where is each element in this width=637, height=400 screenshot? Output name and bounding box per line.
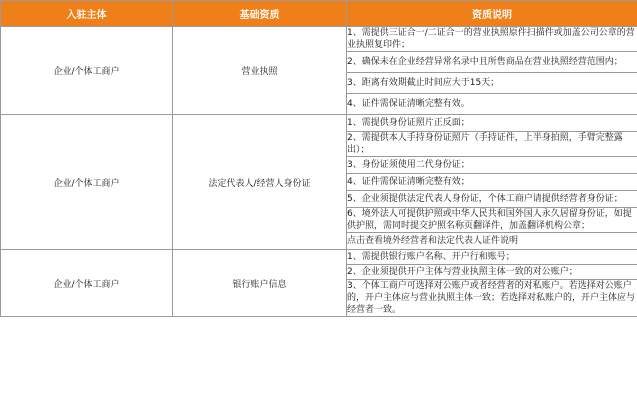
entity-cell: 企业/个体工商户: [1, 115, 173, 250]
qualification-cell: 银行账户信息: [173, 250, 347, 317]
detail-cell: 3、身份证须使用二代身份证；: [347, 157, 637, 174]
table-row: [1, 27, 637, 52]
detail-cell: 3、距离有效期截止时间应大于15天；: [347, 73, 637, 94]
header-row: [1, 1, 637, 27]
entity-cell: 企业/个体工商户: [1, 27, 173, 115]
detail-cell: 5、企业须提供法定代表人身份证，个体工商户请提供经营者身份证；: [347, 191, 637, 208]
detail-cell: 1、需提供身份证照片正反面；: [347, 115, 637, 132]
entity-cell: 企业/个体工商户: [1, 250, 173, 317]
qualification-cell: 营业执照: [173, 27, 347, 115]
detail-cell: 4、证件需保证清晰完整有效。: [347, 94, 637, 115]
header-qualification: 基础资质: [173, 1, 347, 27]
detail-cell: 2、需提供本人手持身份证照片（手持证件，上半身拍照，手臂完整露出）；: [347, 132, 637, 157]
detail-cell: 3、个体工商户可选择对公账户或者经营者的对私账户。若选择对公账户的，开户主体应与营业执照主体一致；若选择对私账户的，开户主体应与经营者一致。: [347, 280, 637, 317]
detail-cell: 6、境外法人可提供护照或中华人民共和国外国人永久居留身份证，如提供护照，需同时提交护照名称页翻译件，加盖翻译机构公章；: [347, 208, 637, 233]
header-description: 资质说明: [347, 1, 637, 27]
detail-cell: 2、确保未在企业经营异常名录中且所售商品在营业执照经营范围内；: [347, 52, 637, 73]
table-row: [1, 115, 637, 132]
detail-cell: 1、需提供三证合一/二证合一的营业执照原件扫描件或加盖公司公章的营业执照复印件；: [347, 27, 637, 52]
overseas-id-info-link[interactable]: 点击查看境外经营者和法定代表人证件说明: [347, 233, 637, 250]
qualification-cell: 法定代表人/经营人身份证: [173, 115, 347, 250]
header-entity: 入驻主体: [1, 1, 173, 27]
detail-cell: 2、企业须提供开户主体与营业执照主体一致的对公账户；: [347, 265, 637, 280]
detail-cell: 1、需提供银行账户名称、开户行和账号；: [347, 250, 637, 265]
detail-cell: 4、证件需保证清晰完整有效；: [347, 174, 637, 191]
table-row: [1, 250, 637, 265]
